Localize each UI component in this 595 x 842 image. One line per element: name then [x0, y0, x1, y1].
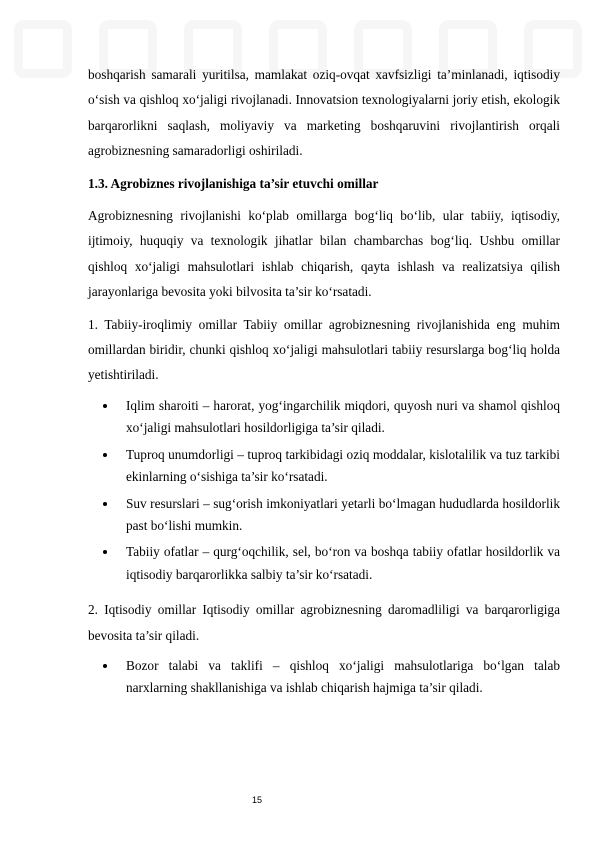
list-item — [88, 493, 560, 538]
paragraph-economic-factors: 2. Iqtisodiy omillar Iqtisodiy omillar agrobiznesning daromadliligi va barqarorligiga bevosita ta’sir qiladi. — [88, 602, 560, 643]
list-item-text: Iqlim sharoiti – harorat, yog‘ingarchilik miqdori, quyosh nuri va shamol qishloq xo‘jaligi mahsulotlari hosildorligiga ta’sir qiladi. — [126, 397, 560, 436]
paragraph-factors-overview: Agrobiznesning rivojlanishi ko‘plab omillarga bog‘liq bo‘lib, ular tabiiy, iqtisodiy, ijtimoiy, huquqiy va texnologik jihatlar bilan chambarchas bog‘liq. Ushbu omillar qishloq xo‘jaligi mahsulotlari ishlab chiqarish, qayta ishlash va realizatsiya qilish jarayonlariga bevosita yoki bilvosita ta’sir ko‘rsatadi. — [88, 208, 560, 300]
section-heading: 1.3. Agrobiznes rivojlanishiga ta’sir etuvchi omillar — [88, 175, 379, 191]
document-body — [88, 62, 560, 704]
natural-factors-list — [88, 395, 560, 586]
list-item-text: Suv resurslari – sug‘orish imkoniyatlari yetarli bo‘lmagan hududlarda hosildorlik past bo‘lishi mumkin. — [126, 495, 560, 533]
bullet-icon — [103, 404, 107, 408]
list-item-text: Tabiiy ofatlar – qurg‘oqchilik, sel, bo‘ron va boshqa tabiiy ofatlar hosildorlik va iqtisodiy barqarorlikka salbiy ta’sir ko‘rsatadi. — [126, 544, 560, 582]
list-item-text: Tuproq unumdorligi – tuproq tarkibidagi oziq moddalar, kislotalilik va tuz tarkibi ekinlarning o‘sishiga ta’sir ko‘rsatadi. — [126, 446, 560, 485]
watermark-logo — [14, 20, 72, 78]
paragraph-natural-factors: 1. Tabiiy-iroqlimiy omillar Tabiiy omillar agrobiznesning rivojlanishida eng muhim omillardan biridir, chunki qishloq xo‘jaligi mahsulotlari tabiiy resurslarga bog‘liq holda yetishtiriladi. — [88, 316, 560, 383]
list-item — [88, 395, 560, 440]
bullet-icon — [103, 453, 107, 457]
list-item — [88, 444, 560, 489]
list-item-text: Bozor talabi va taklifi – qishloq xo‘jaligi mahsulotlariga bo‘lgan talab narxlarning shakllanishiga va ishlab chiqarish hajmiga ta’sir qiladi. — [126, 657, 560, 696]
paragraph-intro: boshqarish samarali yuritilsa, mamlakat oziq-ovqat xavfsizligi ta’minlanadi, iqtisodiy o‘sish va qishloq xo‘jaligi rivojlanadi. Innovatsion texnologiyalarni joriy etish, ekologik barqarorlikni saqlash, moliyaviy va marketing boshqaruvini rivojlantirish orqali agrobiznesning samaradorligi oshiriladi. — [88, 67, 560, 159]
economic-factors-list — [88, 655, 560, 700]
page-number: 15 — [252, 795, 263, 805]
list-item — [88, 541, 560, 586]
bullet-icon — [103, 502, 107, 506]
bullet-icon — [103, 664, 107, 668]
bullet-icon — [103, 550, 107, 554]
list-item — [88, 655, 560, 700]
